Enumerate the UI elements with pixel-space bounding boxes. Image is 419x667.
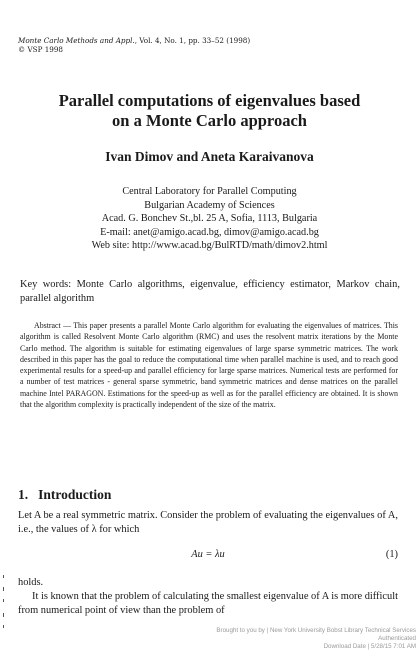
abstract-text: This paper presents a parallel Monte Carlo algorithm for evaluating the eigenvalues of matrices. This algorithm is called Resolvent Monte Carlo algorithm (RMC) and uses the resolvent matrix iterations by the Monte Carlo method. The algorithm is suitable for estimating eigenvalues of large sparse symmetric matrices. The work described in this paper has the goal to reduce the computational time when parallel machine is used, and to reach good experimental results for a speed-up and parallel efficiency for large sparse matrices. Numerical tests are performed for a number of test matrices - general sparse symmetric, band symmetric matrices and dense matrices on the parallel machine Intel PARAGON. Estimations for the speed-up as well as for the parallel efficiency are obtained. It is shown that the algorithm complexity is practically independent of the size of the matrix. [20,321,398,410]
abstract-block [20,320,398,410]
journal-header [18,36,250,54]
paper-title-line-1: Parallel computations of eigenvalues based [58,91,361,110]
affiliation-line-1: Central Laboratory for Parallel Computing [122,186,297,197]
margin-mark [3,599,4,602]
watermark-line-2: Authenticated [378,635,416,642]
keywords-label: Key words: [20,279,72,290]
watermark-line-1: Brought to you by | New York University Bobst Library Technical Services [216,627,416,634]
body-paragraph-1: Let A be a real symmetric matrix. Consider the problem of evaluating the eigenvalues of A, i.e., the values of λ for which [18,510,398,535]
paper-title-line-2: on a Monte Carlo approach [112,111,307,130]
journal-name: Monte Carlo Methods and Appl. [18,36,135,45]
paper-authors: Ivan Dimov and Aneta Karaivanova [105,149,314,164]
section-heading [18,487,111,503]
equation-1 [18,549,398,563]
body-paragraph-2-text: It is known that the problem of calculating the smallest eigenvalue of A is more difficult from numerical point of view than the problem of [18,591,398,616]
equation-number: (1) [385,549,398,560]
margin-mark [3,587,4,591]
journal-citation-line [18,36,250,45]
margin-mark [3,613,4,617]
affiliation-email: E-mail: anet@amigo.acad.bg, dimov@amigo.acad.bg [100,226,319,238]
author-affiliation [0,185,419,253]
section-title: Introduction [38,487,112,502]
abstract-label: Abstract — [34,321,71,330]
affiliation-website: Web site: http://www.acad.bg/BulRTD/math/dimov2.html [91,240,328,251]
affiliation-line-3: Acad. G. Bonchev St.,bl. 25 A, Sofia, 1113, Bulgaria [101,213,318,224]
keywords-text: Monte Carlo algorithms, eigenvalue, efficiency estimator, Markov chain, parallel algorithm [20,279,400,304]
paper-title [0,91,419,131]
journal-volume-info: , Vol. 4, No. 1, pp. 33–52 (1998) [134,36,251,45]
margin-marks [3,575,5,630]
download-watermark [116,627,416,651]
watermark-line-3: Download Date | 5/28/15 7:01 AM [323,643,416,650]
affiliation-line-2: Bulgarian Academy of Sciences [144,199,275,211]
body-holds-line: holds. [18,577,44,588]
keywords-block [20,278,400,306]
equation-expression: Au = λu [191,549,225,560]
margin-mark [3,575,4,578]
section-number: 1. [18,487,29,502]
journal-copyright: © VSP 1998 [18,45,63,54]
margin-mark [3,625,4,628]
body-paragraph-2 [18,590,398,618]
